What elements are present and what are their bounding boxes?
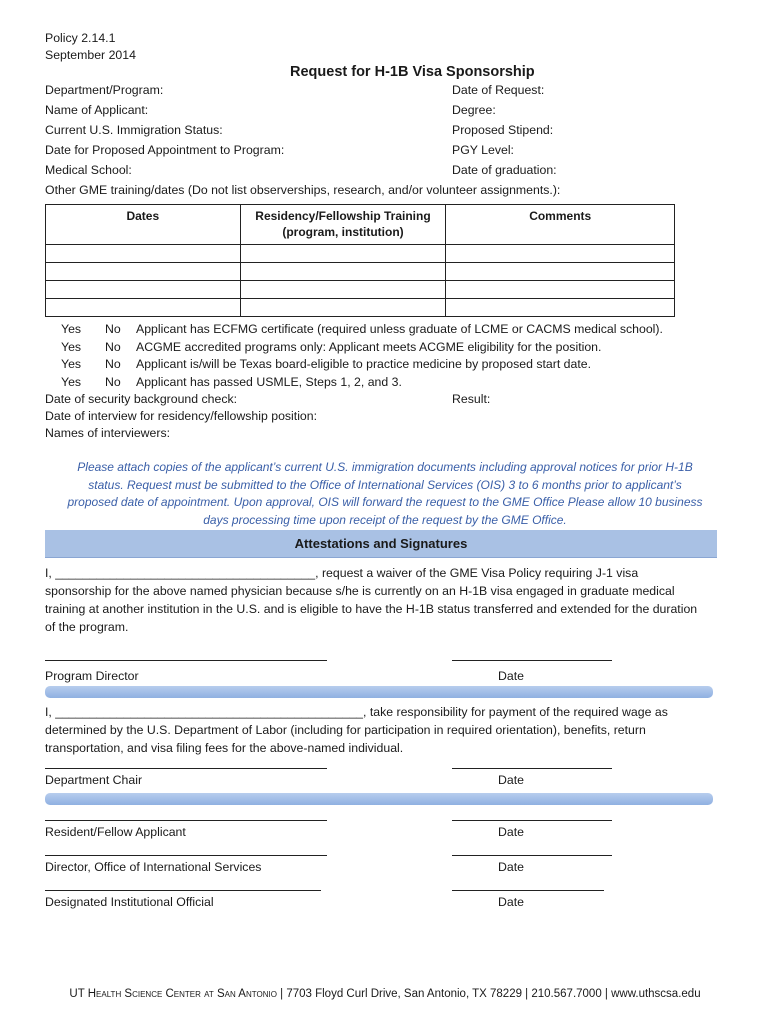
table-cell[interactable]	[240, 263, 446, 281]
table-cell[interactable]	[46, 299, 241, 317]
table-cell[interactable]	[46, 281, 241, 299]
table-cell[interactable]	[46, 263, 241, 281]
signature-line[interactable]	[45, 855, 327, 856]
interviewers-label: Names of interviewers:	[45, 426, 171, 440]
field-graduation-date: Date of graduation:	[452, 163, 557, 177]
other-training-label: Other GME training/dates (Do not list observerships, research, and/or volunteer assignments.):	[45, 183, 561, 197]
table-cell[interactable]	[446, 281, 675, 299]
date-line[interactable]	[452, 890, 604, 891]
signature-line[interactable]	[45, 820, 327, 821]
signer-department-chair: Department Chair	[45, 773, 143, 787]
col-training-line2: (program, institution)	[282, 225, 404, 239]
note-line: Please attach copies of the applicant’s current U.S. immigration documents including approval notices for prior H-1B	[77, 460, 693, 474]
field-immigration-status: Current U.S. Immigration Status:	[45, 123, 223, 137]
yes-option[interactable]: Yes	[61, 357, 82, 371]
col-training	[240, 205, 446, 245]
field-stipend: Proposed Stipend:	[452, 123, 554, 137]
check-text: Applicant has passed USMLE, Steps 1, 2, and 3.	[136, 375, 402, 389]
field-pgy-level: PGY Level:	[452, 143, 514, 157]
date-label: Date	[498, 773, 524, 787]
policy-header	[45, 30, 136, 64]
signer-ois-director: Director, Office of International Services	[45, 860, 262, 874]
field-medical-school: Medical School:	[45, 163, 132, 177]
wage-paragraph: I, _____________________________________________, take responsibility for payment of the required wage as determined by the U.S. Department of Labor (including for participation in required orientation), benefits, return transportation, and visa filing fees for the above-named individual.	[45, 705, 668, 755]
field-applicant-name: Name of Applicant:	[45, 103, 149, 117]
table-header-row	[46, 205, 675, 245]
signer-program-director: Program Director	[45, 669, 139, 683]
table-cell[interactable]	[46, 245, 241, 263]
interview-date-label: Date of interview for residency/fellowship position:	[45, 409, 318, 423]
table-row	[46, 263, 675, 281]
date-line[interactable]	[452, 660, 612, 661]
check-text: ACGME accredited programs only: Applicant meets ACGME eligibility for the position.	[136, 340, 602, 354]
table-cell[interactable]	[446, 245, 675, 263]
no-option[interactable]: No	[105, 340, 121, 354]
field-department: Department/Program:	[45, 83, 164, 97]
field-appointment-date: Date for Proposed Appointment to Program:	[45, 143, 285, 157]
page-footer	[0, 988, 770, 1000]
check-text: Applicant is/will be Texas board-eligible to practice medicine by proposed start date.	[136, 357, 592, 371]
page-title: Request for H-1B Visa Sponsorship	[290, 64, 535, 80]
date-line[interactable]	[452, 855, 612, 856]
yes-option[interactable]: Yes	[61, 375, 82, 389]
no-option[interactable]: No	[105, 322, 121, 336]
yes-option[interactable]: Yes	[61, 340, 82, 354]
signer-resident-fellow: Resident/Fellow Applicant	[45, 825, 186, 839]
date-line[interactable]	[452, 820, 612, 821]
no-option[interactable]: No	[105, 375, 121, 389]
footer-org: UT Health Science Center at San Antonio	[69, 988, 277, 1000]
training-table	[45, 204, 675, 317]
waiver-paragraph: I, ______________________________________, request a waiver of the GME Visa Policy requiring J-1 visa sponsorship for the above named physician because s/he is currently on an H-1B visa engaged in graduate medical training at another institution in the U.S. and is eligible to have the H-1B status transferred and extended for the duration of the program.	[45, 566, 698, 634]
yes-option[interactable]: Yes	[61, 322, 82, 336]
note-line: days processing time upon receipt of the request by the GME Office.	[203, 512, 567, 527]
date-label: Date	[498, 895, 524, 909]
date-line[interactable]	[452, 768, 612, 769]
signature-line[interactable]	[45, 660, 327, 661]
section-separator	[45, 793, 713, 805]
col-comments: Comments	[446, 205, 675, 245]
table-row	[46, 245, 675, 263]
field-request-date: Date of Request:	[452, 83, 545, 97]
table-cell[interactable]	[446, 299, 675, 317]
no-option[interactable]: No	[105, 357, 121, 371]
policy-date: September 2014	[45, 48, 136, 62]
signature-line[interactable]	[45, 890, 321, 891]
security-check-label: Date of security background check:	[45, 392, 238, 406]
table-row	[46, 299, 675, 317]
note-line: status. Request must be submitted to the Office of International Services (OIS) 3 to 6 months prior to applicant’s	[88, 477, 682, 492]
instructions-note	[45, 459, 725, 529]
table-cell[interactable]	[240, 281, 446, 299]
footer-address: | 7703 Floyd Curl Drive, San Antonio, TX 78229 | 210.567.7000 | www.uthscsa.edu	[276, 988, 701, 1000]
date-label: Date	[498, 669, 524, 683]
col-training-line1: Residency/Fellowship Training	[255, 209, 431, 223]
table-row	[46, 281, 675, 299]
result-label: Result:	[452, 392, 491, 406]
col-dates: Dates	[46, 205, 241, 245]
date-label: Date	[498, 860, 524, 874]
field-degree: Degree:	[452, 103, 496, 117]
table-cell[interactable]	[446, 263, 675, 281]
table-cell[interactable]	[240, 299, 446, 317]
policy-number: Policy 2.14.1	[45, 31, 116, 45]
signer-dio: Designated Institutional Official	[45, 895, 214, 909]
attestations-header: Attestations and Signatures	[45, 530, 717, 558]
date-label: Date	[498, 825, 524, 839]
table-cell[interactable]	[240, 245, 446, 263]
check-text: Applicant has ECFMG certificate (required unless graduate of LCME or CACMS medical school).	[136, 322, 663, 336]
section-separator	[45, 686, 713, 698]
note-line: proposed date of appointment. Upon approval, OIS will forward the request to the GME Office Please allow 10 business	[67, 495, 703, 509]
signature-line[interactable]	[45, 768, 327, 769]
